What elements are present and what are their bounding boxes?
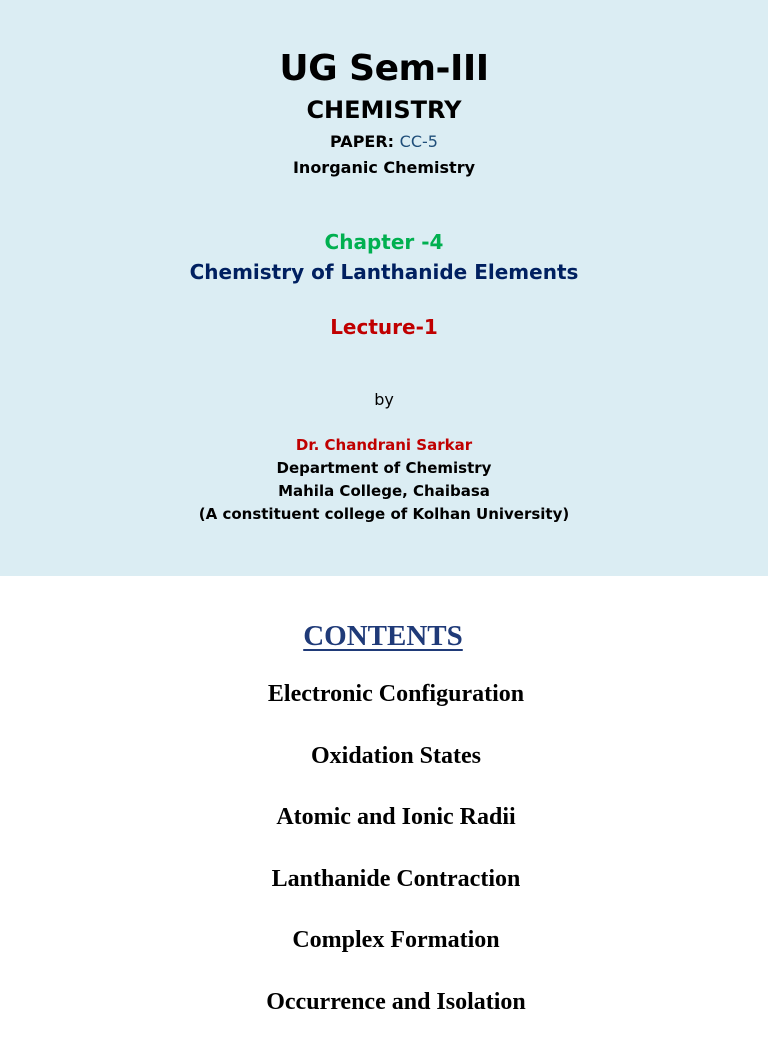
contents-item: Electronic Configuration bbox=[267, 681, 525, 707]
by-label: by bbox=[374, 390, 394, 409]
subject-title: CHEMISTRY bbox=[306, 96, 462, 124]
course-name: Inorganic Chemistry bbox=[292, 158, 476, 177]
course-level-title: UG Sem-III bbox=[279, 48, 489, 89]
contents-item: Oxidation States bbox=[310, 742, 481, 769]
paper-code: CC-5 bbox=[399, 132, 438, 151]
author-name: Dr. Chandrani Sarkar bbox=[295, 436, 473, 454]
contents-item: Occurrence and Isolation bbox=[266, 988, 526, 1015]
contents-item: Atomic and Ionic Radii bbox=[276, 804, 516, 831]
department-name: Department of Chemistry bbox=[276, 459, 492, 477]
chapter-title: Chemistry of Lanthanide Elements bbox=[189, 260, 579, 284]
contents-slide bbox=[0, 576, 768, 1024]
college-name: Mahila College, Chaibasa bbox=[278, 482, 490, 500]
affiliation-note: (A constituent college of Kolhan University) bbox=[198, 505, 570, 523]
contents-list bbox=[24, 676, 768, 1046]
contents-item: Complex Formation bbox=[292, 927, 500, 954]
chapter-number: Chapter -4 bbox=[324, 230, 444, 254]
contents-item: Lanthanide Contraction bbox=[271, 865, 521, 892]
lecture-number: Lecture-1 bbox=[330, 315, 438, 339]
paper-label: PAPER: bbox=[330, 132, 400, 151]
contents-heading: CONTENTS bbox=[303, 620, 463, 652]
paper-line bbox=[0, 132, 768, 151]
